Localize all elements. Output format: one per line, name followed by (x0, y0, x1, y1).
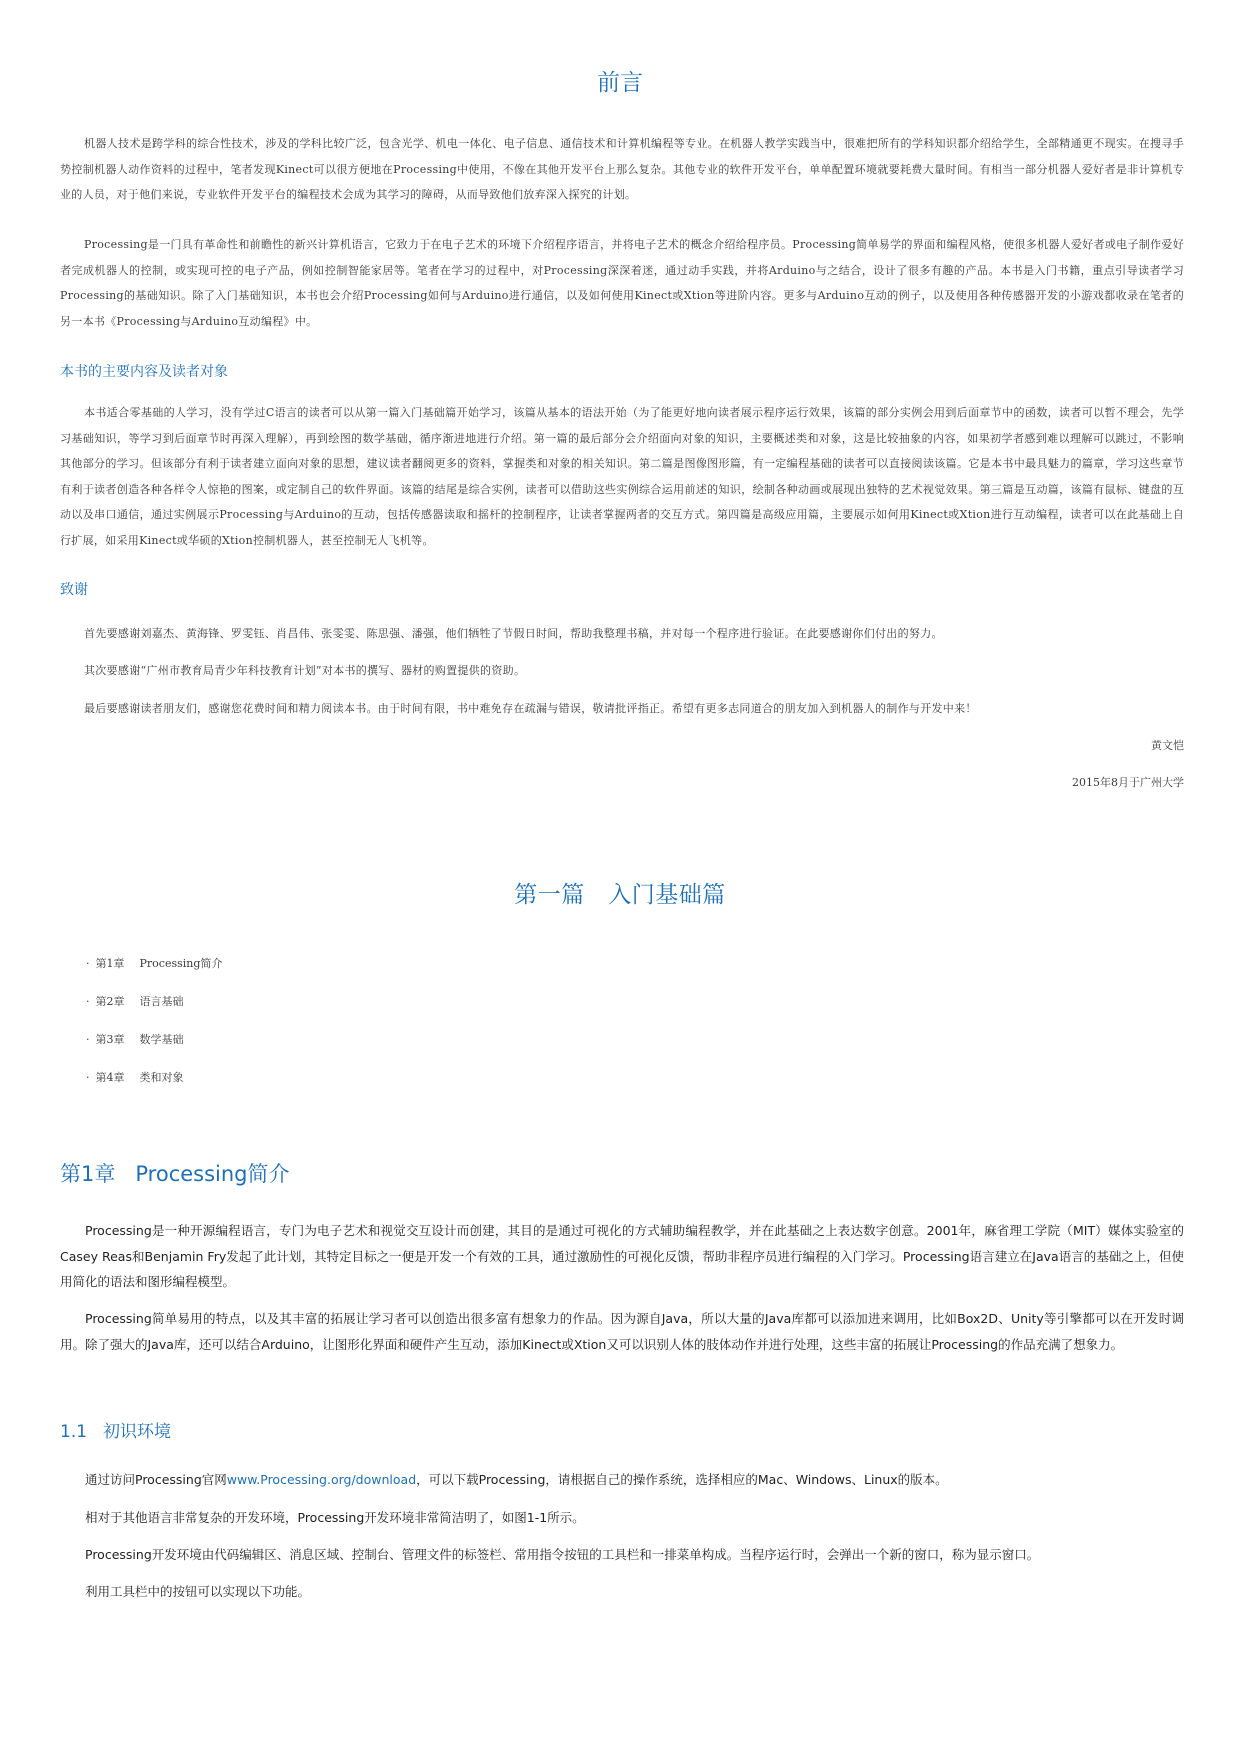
section-number: 1.1 (60, 1422, 88, 1442)
toc-chapter-number: 第3章 (95, 1033, 125, 1046)
chapter-paragraph-2: Processing简单易用的特点，以及其丰富的拓展让学习者可以创造出很多富有想象力的作品。因为源自Java，所以大量的Java库都可以添加进来调用，比如Box2D、Unity等引擎都可以在开发时调用。除了强大的Java库，还可以结合Arduino，让图形化界面和硬件产生互动，添加Kinect或Xtion又可以识别人体的肢体动作并进行处理，这些丰富的拓展让Processing的作品充满了想象力。 (60, 1311, 1184, 1352)
bullet: · (86, 1071, 90, 1084)
preface-paragraph-1: 机器人技术是跨学科的综合性技术，涉及的学科比较广泛，包含光学、机电一体化、电子信息、通信技术和计算机编程等专业。在机器人教学实践当中，很难把所有的学科知识都介绍给学生，全部精通更不现实。在搜寻手势控制机器人动作资料的过程中，笔者发现Kinect可以很方便地在Processing中使用，不像在其他开发平台上那么复杂。其他专业的软件开发平台，单单配置环境就要耗费大量时间。有相当一部分机器人爱好者是非计算机专业的人员，对于他们来说，专业软件开发平台的编程技术会成为其学习的障碍，从而导致他们放弃深入探究的计划。 (60, 137, 1184, 201)
chapter-name: Processing简介 (135, 1162, 290, 1186)
toc-chapter-name: Processing简介 (139, 957, 223, 970)
thanks-line-3: 最后要感谢读者朋友们，感谢您花费时间和精力阅读本书。由于时间有限，书中难免存在疏漏与错误，敬请批评指正。希望有更多志同道合的朋友加入到机器人的制作与开发中来！ (84, 702, 977, 715)
toc-chapter-name: 语言基础 (139, 995, 184, 1008)
toc-item[interactable] (86, 955, 222, 993)
preface-title: 前言 (597, 70, 643, 96)
author-name: 黄文恺 (1151, 739, 1184, 752)
toc-chapter-name: 数学基础 (139, 1033, 184, 1046)
thanks-line-2: 其次要感谢“广州市教育局青少年科技教育计划”对本书的撰写、器材的购置提供的资助。 (84, 664, 526, 677)
toc-item[interactable] (86, 1069, 222, 1107)
toc-item[interactable] (86, 993, 222, 1031)
chapter-paragraph-1: Processing是一种开源编程语言，专门为电子艺术和视觉交互设计而创建，其目的是通过可视化的方式辅助编程教学，并在此基础之上表达数字创意。2001年，麻省理工学院（MIT）媒体实验室的Casey Reas和Benjamin Fry发起了此计划，其特定目标之一便是开发一个有效的工具，通过激励性的可视化反馈，帮助非程序员进行编程的入门学习。Processing语言建立在Java语言的基础之上，但使用简化的语法和图形编程模型。 (60, 1223, 1184, 1289)
toc-chapter-number: 第2章 (95, 995, 125, 1008)
part-title: 第一篇 入门基础篇 (514, 882, 726, 908)
download-link[interactable]: www.Processing.org/download (226, 1472, 417, 1487)
content-paragraph: 本书适合零基础的人学习，没有学过C语言的读者可以从第一篇入门基础篇开始学习，该篇从基本的语法开始（为了能更好地向读者展示程序运行效果，该篇的部分实例会用到后面章节中的函数，读者可以暂不理会，先学习基础知识，等学习到后面章节时再深入理解），再到绘图的数学基础，循序渐进地进行介绍。第一篇的最后部分会介绍面向对象的知识，主要概述类和对象，这是比较抽象的内容，如果初学者感到难以理解可以跳过，不影响其他部分的学习。但该部分有利于读者建立面向对象的思想，建议读者翻阅更多的资料，掌握类和对象的相关知识。第二篇是图像图形篇，有一定编程基础的读者可以直接阅读该篇。它是本书中最具魅力的篇章，学习这些章节有利于读者创造各种各样令人惊艳的图案，或定制自己的软件界面。该篇的结尾是综合实例，读者可以借助这些实例综合运用前述的知识，绘制各种动画或展现出独特的艺术视觉效果。第三篇是互动篇，该篇有鼠标、键盘的互动以及串口通信，通过实例展示Processing与Arduino的互动，包括传感器读取和摇杆的控制程序，让读者掌握两者的交互方式。第四篇是高级应用篇，主要展示如何用Kinect或Xtion进行互动编程，读者可以在此基础上自行扩展，如采用Kinect或华硕的Xtion控制机器人，甚至控制无人飞机等。 (60, 406, 1184, 547)
section-line-3: Processing开发环境由代码编辑区、消息区域、控制台、管理文件的标签栏、常用指令按钮的工具栏和一排菜单构成。当程序运行时，会弹出一个新的窗口，称为显示窗口。 (85, 1547, 1040, 1562)
section-line-2: 相对于其他语言非常复杂的开发环境，Processing开发环境非常简洁明了，如图1-1所示。 (85, 1510, 585, 1525)
toc-chapter-number: 第1章 (95, 957, 125, 970)
section-name: 初识环境 (103, 1422, 172, 1442)
section-line-1-start: 通过访问Processing官网 (85, 1472, 227, 1487)
bullet: · (86, 957, 90, 970)
preface-paragraph-2: Processing是一门具有革命性和前瞻性的新兴计算机语言，它致力于在电子艺术的环境下介绍程序语言，并将电子艺术的概念介绍给程序员。Processing简单易学的界面和编程风格，使很多机器人爱好者或电子制作爱好者完成机器人的控制，或实现可控的电子产品，例如控制智能家居等。笔者在学习的过程中，对Processing深深着迷，通过动手实践，并将Arduino与之结合，设计了很多有趣的产品。本书是入门书籍，重点引导读者学习Processing的基础知识。除了入门基础知识，本书也会介绍Processing如何与Arduino进行通信，以及如何使用Kinect或Xtion等进阶内容。更多与Arduino互动的例子，以及使用各种传感器开发的小游戏都收录在笔者的另一本书《Processing与Arduino互动编程》中。 (60, 238, 1184, 328)
section-title (60, 1417, 171, 1442)
chapter-title (60, 1158, 290, 1188)
chapter-number: 第1章 (60, 1162, 116, 1186)
part-toc (86, 955, 222, 1107)
section-line-4: 利用工具栏中的按钮可以实现以下功能。 (85, 1584, 311, 1599)
thanks-heading: 致谢 (60, 582, 88, 598)
content-heading: 本书的主要内容及读者对象 (60, 364, 228, 380)
bullet: · (86, 1033, 90, 1046)
section-line-1 (60, 1470, 948, 1488)
toc-chapter-number: 第4章 (95, 1071, 125, 1084)
section-line-1-end: ，可以下载Processing，请根据自己的操作系统，选择相应的Mac、Windows、Linux的版本。 (416, 1472, 948, 1487)
toc-chapter-name: 类和对象 (139, 1071, 184, 1084)
date-place: 2015年8月于广州大学 (1072, 776, 1184, 789)
toc-item[interactable] (86, 1031, 222, 1069)
bullet: · (86, 995, 90, 1008)
thanks-line-1: 首先要感谢刘嘉杰、黄海锋、罗雯钰、肖昌伟、张雯雯、陈思强、潘强，他们牺牲了节假日时间，帮助我整理书稿，并对每一个程序进行验证。在此要感谢你们付出的努力。 (84, 627, 943, 640)
